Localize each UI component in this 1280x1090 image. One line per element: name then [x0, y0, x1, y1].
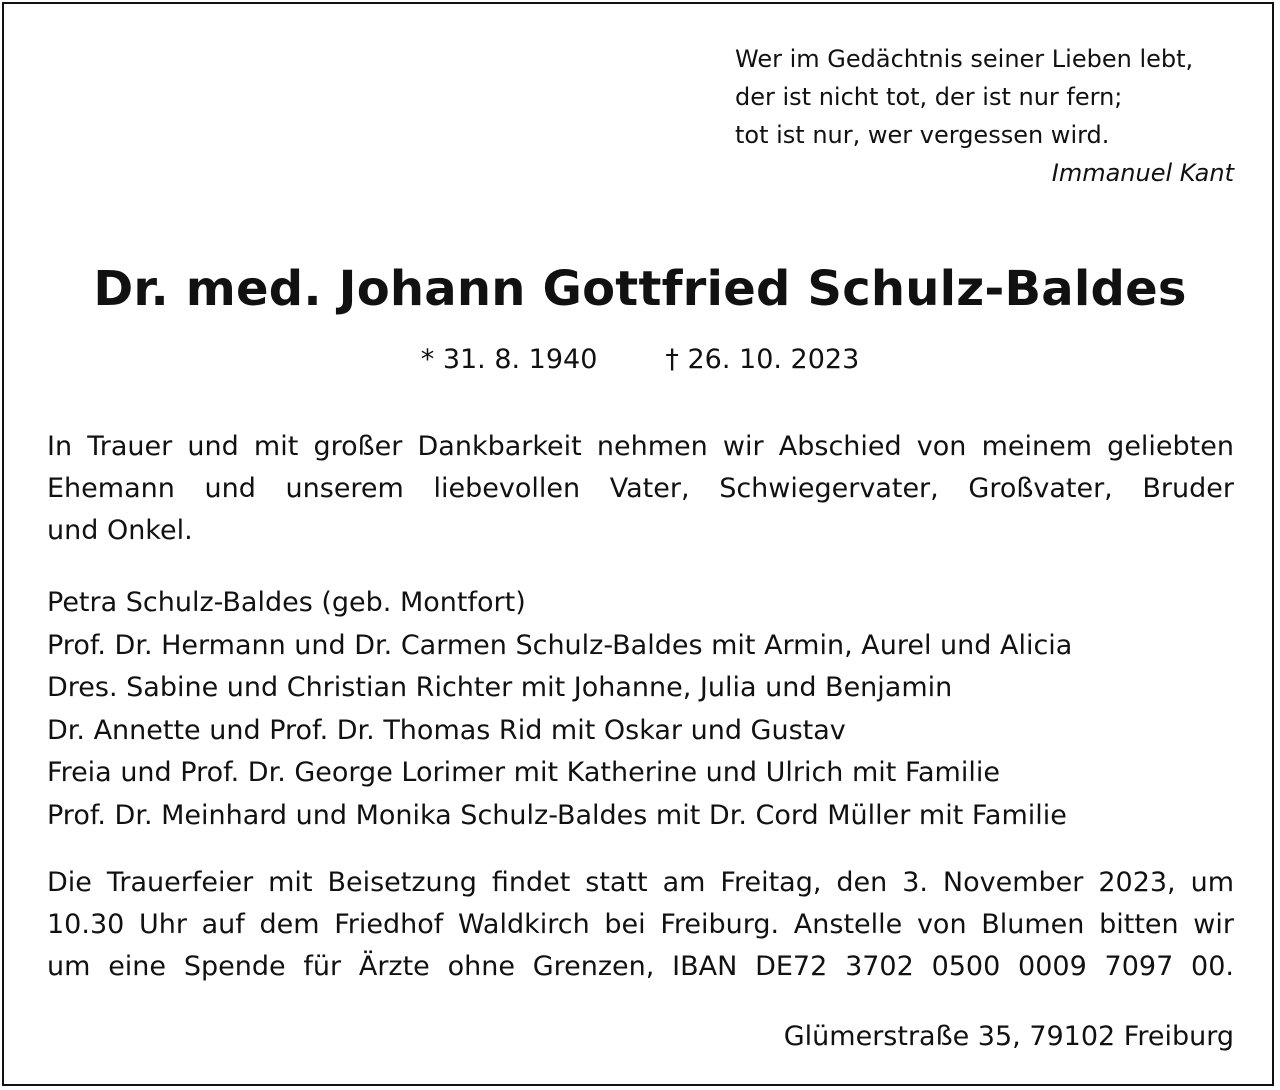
epigraph [735, 40, 1235, 192]
service-line: Die Trauerfeier mit Beisetzung findet statt am Freitag, den 3. November 2023, um [47, 867, 1234, 898]
service-paragraph [47, 862, 1234, 988]
farewell-paragraph [47, 426, 1234, 552]
mourner-entry: Freia und Prof. Dr. George Lorimer mit Katherine und Ulrich mit Familie [47, 757, 1000, 788]
mourners-list [47, 582, 1234, 837]
service-line: um eine Spende für Ärzte ohne Grenzen, IBAN DE72 3702 0500 0009 7097 00. [47, 951, 1234, 982]
farewell-line: Ehemann und unserem liebevollen Vater, Schwiegervater, Großvater, Bruder [47, 473, 1234, 504]
epigraph-line: tot ist nur, wer vergessen wird. [735, 121, 1110, 149]
family-address: Glümerstraße 35, 79102 Freiburg [783, 1021, 1234, 1052]
mourner-entry: Dr. Annette und Prof. Dr. Thomas Rid mit Oskar und Gustav [47, 714, 846, 746]
epigraph-author: Immanuel Kant [1051, 159, 1234, 187]
deceased-name: Dr. med. Johann Gottfried Schulz-Baldes [93, 261, 1187, 317]
mourner-entry: Prof. Dr. Meinhard und Monika Schulz-Baldes mit Dr. Cord Müller mit Familie [47, 799, 1067, 831]
life-dates [0, 340, 1280, 380]
service-line: 10.30 Uhr auf dem Friedhof Waldkirch bei Freiburg. Anstelle von Blumen bitten wir [47, 909, 1234, 940]
mourner-entry: Dres. Sabine und Christian Richter mit Johanne, Julia und Benjamin [47, 672, 953, 703]
farewell-line: und Onkel. [47, 515, 193, 546]
epigraph-line: Wer im Gedächtnis seiner Lieben lebt, [735, 45, 1194, 73]
mourner-entry: Prof. Dr. Hermann und Dr. Carmen Schulz-Baldes mit Armin, Aurel und Alicia [47, 629, 1073, 661]
mourner-entry: Petra Schulz-Baldes (geb. Montfort) [47, 587, 526, 618]
farewell-line: In Trauer und mit großer Dankbarkeit nehmen wir Abschied von meinem geliebten [47, 431, 1234, 462]
death-date: † 26. 10. 2023 [665, 344, 860, 375]
epigraph-line: der ist nicht tot, der ist nur fern; [735, 83, 1123, 111]
birth-date: * 31. 8. 1940 [420, 344, 598, 375]
